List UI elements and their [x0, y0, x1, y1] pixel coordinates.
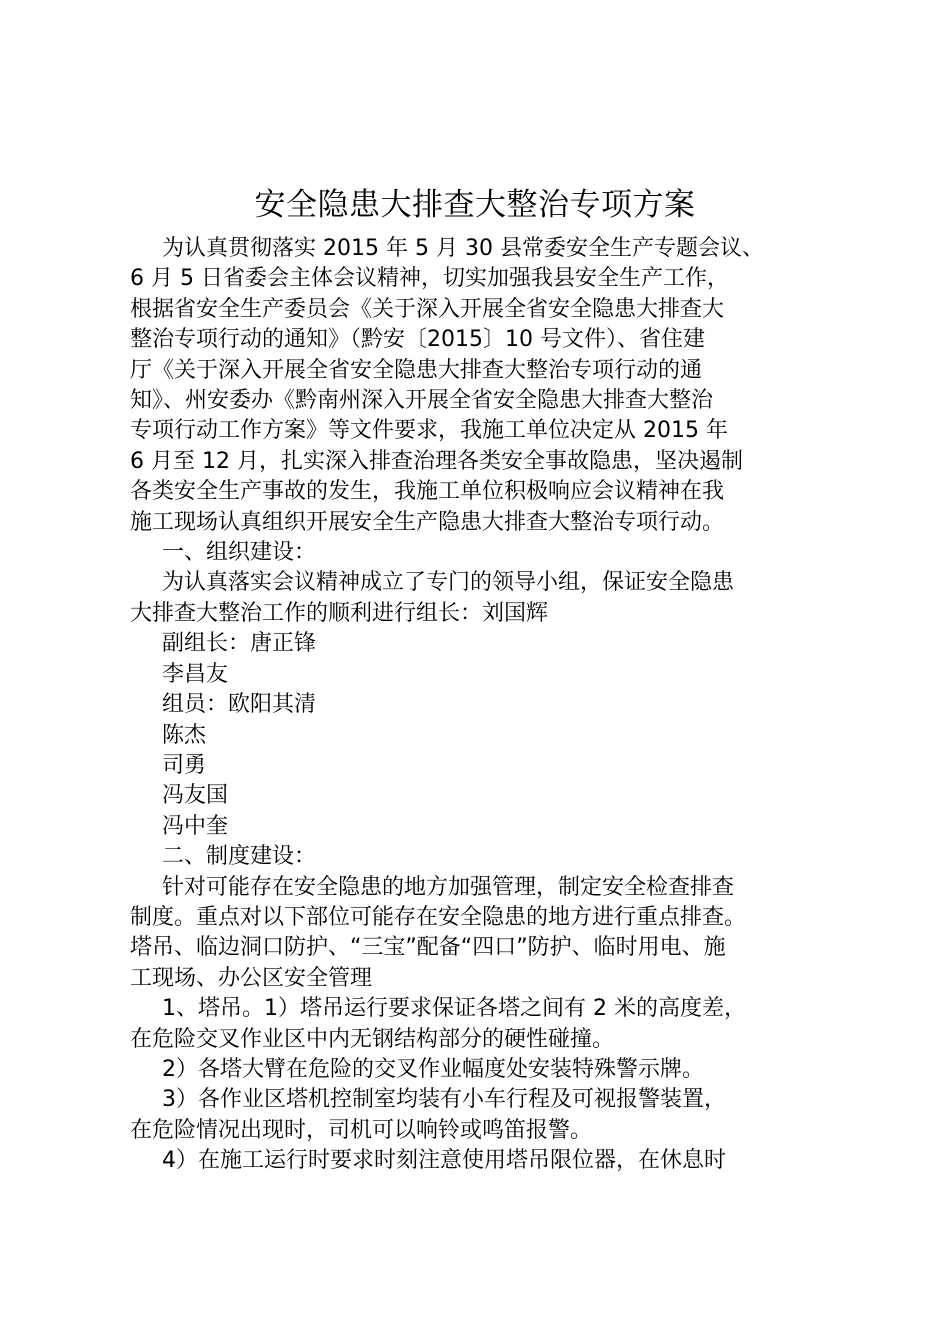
text-line: 厅《关于深入开展全省安全隐患大排查大整治专项行动的通 [130, 357, 703, 383]
text-line: 冯中奎 [162, 813, 229, 839]
text-line: 6 月 5 日省委会主体会议精神，切实加强我县安全生产工作， [130, 266, 729, 292]
text-line: 冯友国 [162, 783, 229, 809]
text-line: 4）在施工运行时要求时刻注意使用塔吊限位器，在休息时 [162, 1148, 726, 1174]
text-line: 3）各作业区塔机控制室均装有小车行程及可视报警装置， [162, 1087, 726, 1113]
text-line: 李昌友 [162, 661, 229, 687]
text-line: 各类安全生产事故的发生，我施工单位积极响应会议精神在我 [130, 479, 725, 505]
text-line: 在危险交叉作业区中内无钢结构部分的硬性碰撞。 [130, 1026, 615, 1052]
text-line: 施工现场认真组织开展安全生产隐患大排查大整治专项行动。 [130, 509, 725, 535]
text-line: 在危险情况出现时，司机可以响铃或鸣笛报警。 [130, 1117, 593, 1143]
text-line: 一、组织建设： [162, 540, 317, 566]
text-line: 根据省安全生产委员会《关于深入开展全省安全隐患大排查大 [130, 296, 725, 322]
text-line: 大排查大整治工作的顺利进行组长：刘国辉 [130, 600, 549, 626]
text-line: 组员：欧阳其清 [162, 692, 317, 718]
text-line: 工现场、办公区安全管理 [130, 965, 373, 991]
text-line: 专项行动工作方案》等文件要求，我施工单位决定从 2015 年 [130, 418, 728, 444]
document-body [130, 234, 832, 1177]
text-line: 6 月至 12 月，扎实深入排查治理各类安全事故隐患，坚决遏制 [130, 448, 743, 474]
text-line: 整治专项行动的通知》（黔安〔2015〕10 号文件）、省住建 [130, 327, 705, 353]
text-line: 副组长：唐正锋 [162, 631, 317, 657]
text-line: 1、塔吊。1）塔吊运行要求保证各塔之间有 2 米的高度差， [162, 996, 746, 1022]
text-line: 陈杰 [162, 722, 207, 748]
text-line: 为认真落实会议精神成立了专门的领导小组，保证安全隐患 [162, 570, 735, 596]
text-line: 制度。重点对以下部位可能存在安全隐患的地方进行重点排查。 [130, 904, 747, 930]
text-line: 司勇 [162, 752, 207, 778]
text-line: 针对可能存在安全隐患的地方加强管理，制定安全检查排查 [162, 874, 735, 900]
document-title: 安全隐患大排查大整治专项方案 [254, 187, 696, 223]
text-line: 为认真贯彻落实 2015 年 5 月 30 县常委安全生产专题会议、 [162, 236, 764, 261]
text-line: 知》、州安委办《黔南州深入开展全省安全隐患大排查大整治 [130, 388, 714, 414]
text-line: 二、制度建设： [162, 844, 317, 870]
text-line: 2）各塔大臂在危险的交叉作业幅度处安装特殊警示牌。 [162, 1056, 704, 1082]
text-line: 塔吊、临边洞口防护、“三宝”配备“四口”防护、临时用电、施 [130, 935, 726, 961]
